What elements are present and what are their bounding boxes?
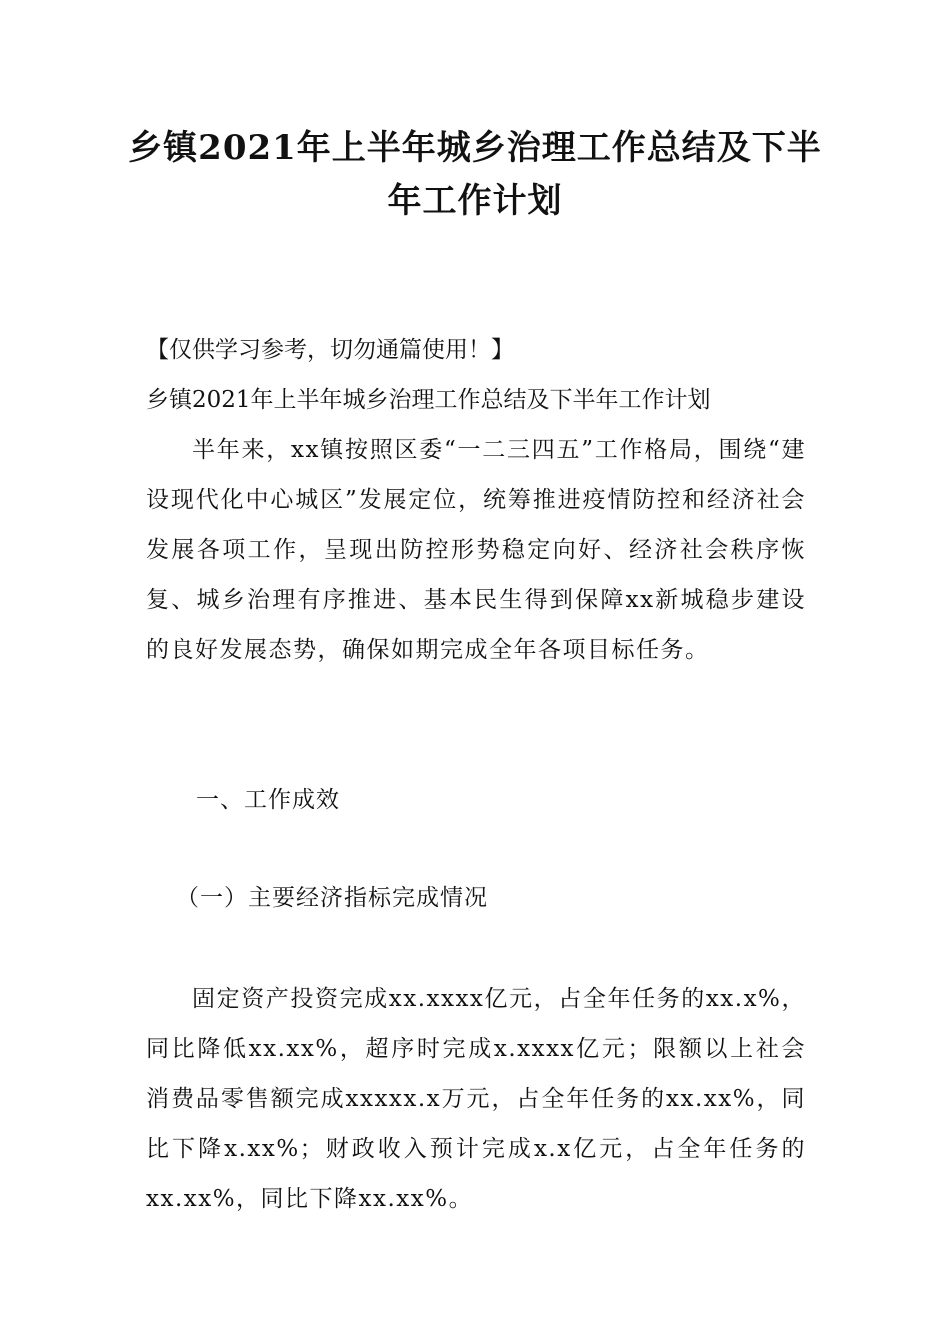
intro-paragraph: 半年来，xx镇按照区委“一二三四五”工作格局，围绕“建设现代化中心城区”发展定位，统筹推进疫情防控和经济社会发展各项工作，呈现出防控形势稳定向好、经济社会秩序恢复、城乡治理有序推进、基本民生得到保障xx新城稳步建设的良好发展态势，确保如期完成全年各项目标任务。	[146, 437, 806, 663]
document-title: 乡镇2021年上半年城乡治理工作总结及下半年工作计划	[128, 128, 822, 221]
subsection-heading: （一）主要经济指标完成情况	[176, 885, 488, 911]
economic-indicators-paragraph: 固定资产投资完成xx.xxxx亿元，占全年任务的xx.x%，同比降低xx.xx%，超序时完成x.xxxx亿元；限额以上社会消费品零售额完成xxxxx.x万元，占全年任务的xx.xx%，同比下降x.xx%；财政收入预计完成x.x亿元，占全年任务的xx.xx%，同比下降xx.xx%。	[146, 986, 806, 1212]
document-subtitle: 乡镇2021年上半年城乡治理工作总结及下半年工作计划	[146, 387, 711, 413]
section-heading: 一、工作成效	[196, 787, 340, 813]
usage-notice: 【仅供学习参考，切勿通篇使用！】	[146, 337, 514, 363]
